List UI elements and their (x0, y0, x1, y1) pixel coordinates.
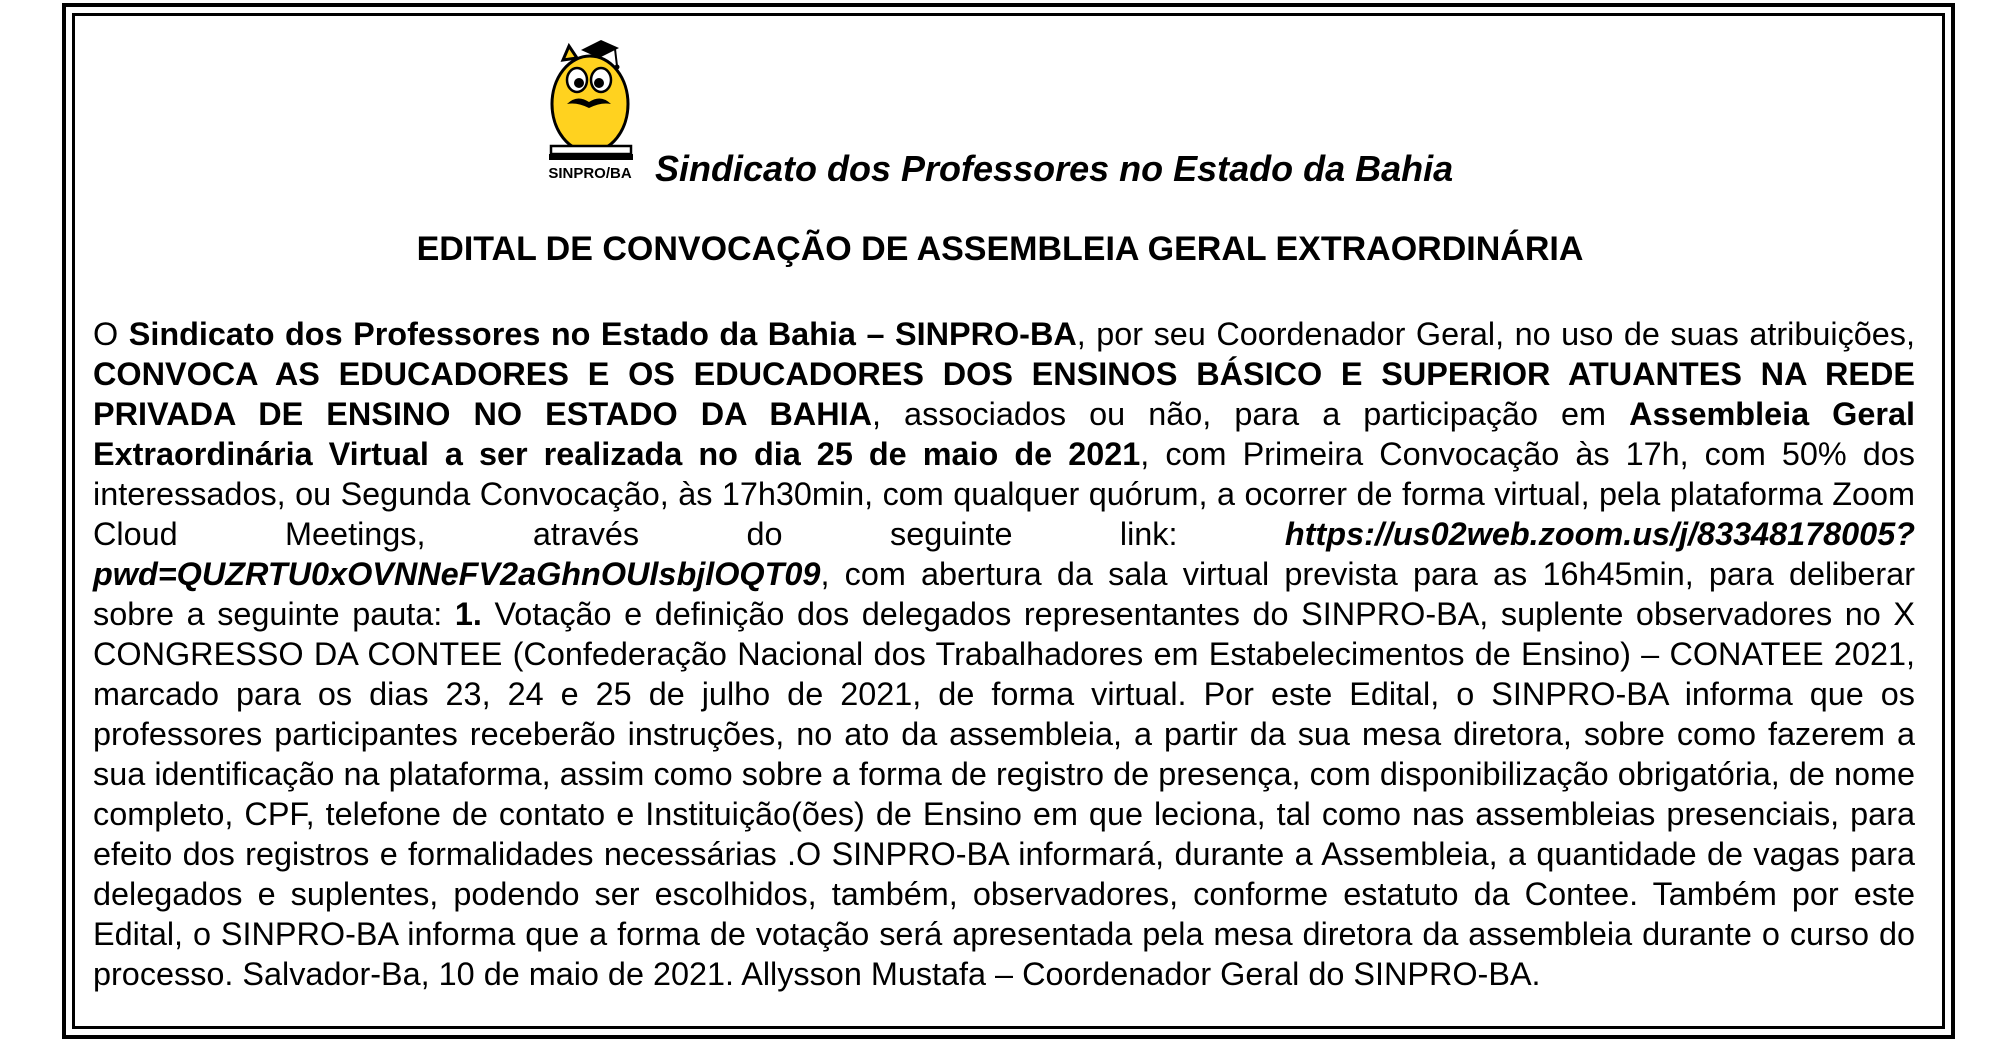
document-title: EDITAL DE CONVOCAÇÃO DE ASSEMBLEIA GERAL EXTRAORDINÁRIA (416, 230, 1584, 268)
sinpro-owl-logo (535, 32, 645, 182)
agenda-item-number: 1. (454, 596, 482, 632)
logo-label: SINPRO/BA (548, 165, 632, 182)
body-segment: O (93, 316, 129, 352)
body-segment-bold: Assembleia Geral Extraordinária Virtual a ser realizada no dia 25 de maio de 2021 (93, 396, 1915, 472)
body-segment-bold: Sindicato dos Professores no Estado da Bahia – SINPRO-BA (128, 316, 1077, 352)
body-segment-bold: CONVOCA AS EDUCADORES E OS EDUCADORES DOS ENSINOS BÁSICO E SUPERIOR ATUANTES NA REDE PRIVADA DE ENSINO NO ESTADO DA BAHIA (93, 356, 1915, 432)
organization-name: Sindicato dos Professores no Estado da Bahia (655, 148, 1454, 189)
zoom-link[interactable]: https://us02web.zoom.us/j/83348178005?pwd=QUZRTU0xOVNNeFV2aGhnOUlsbjlOQT09 (93, 516, 1915, 592)
body-segment: , por seu Coordenador Geral, no uso de suas atribuições, (1076, 316, 1916, 352)
body-segment: , com Primeira Convocação às 17h, com 50% dos interessados, ou Segunda Convocação, às 17h30min, com qualquer quórum, a ocorrer de forma virtual, pela plataforma Zoom Cloud Meetings, através do seguinte link: (93, 436, 1915, 552)
body-segment: , associados ou não, para a participação em (872, 396, 1630, 432)
body-segment: , com abertura da sala virtual prevista para as 16h45min, para deliberar sobre a seguinte pauta: (93, 556, 1915, 632)
body-segment: Votação e definição dos delegados representantes do SINPRO-BA, suplente observadores no X CONGRESSO DA CONTEE (Confederação Nacional dos Trabalhadores em Estabelecimentos de Ensino) – CONATEE 2021, marcado para os dias 23, 24 e 25 de julho de 2021, de forma virtual. Por este Edital, o SINPRO-BA informa que os professores participantes receberão instruções, no ato da assembleia, a partir da sua mesa diretora, sobre como fazerem a sua identificação na plataforma, assim como sobre a forma de registro de presença, com disponibilização obrigatória, de nome completo, CPF, telefone de contato e Instituição(ões) de Ensino em que leciona, tal como nas assembleias presenciais, para efeito dos registros e formalidades necessárias .O SINPRO-BA informará, durante a Assembleia, a quantidade de vagas para delegados e suplentes, podendo ser escolhidos, também, observadores, conforme estatuto da Contee. Também por este Edital, o SINPRO-BA informa que a forma de votação será apresentada pela mesa diretora da assembleia durante o curso do processo. Salvador-Ba, 10 de maio de 2021. Allysson Mustafa – Coordenador Geral do SINPRO-BA. (93, 596, 1915, 992)
notice-body (93, 314, 1915, 994)
